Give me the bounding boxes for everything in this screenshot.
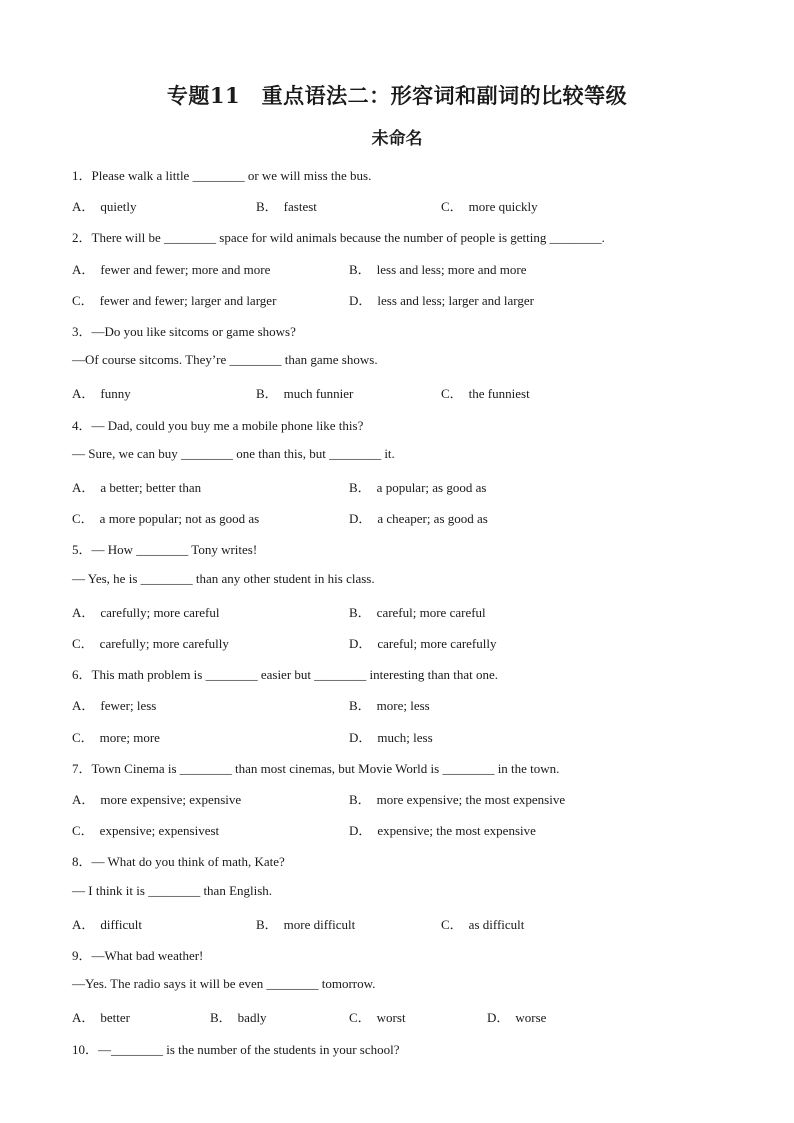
answer-option xyxy=(349,477,486,496)
answer-option xyxy=(72,789,241,808)
option-text: difficult xyxy=(100,916,143,932)
question-9-line: 9．—What bad weather! xyxy=(72,948,204,963)
answer-option xyxy=(72,477,201,496)
option-text: less and less; larger and larger xyxy=(377,292,534,308)
answer-option xyxy=(441,383,530,402)
option-letter: B． xyxy=(210,1010,232,1026)
option-letter: A． xyxy=(72,386,95,402)
option-letter: C． xyxy=(441,386,463,402)
answer-option xyxy=(72,727,160,746)
answer-option xyxy=(72,633,229,652)
question-9-line: —Yes. The radio says it will be even ________ tomorrow. xyxy=(72,976,376,992)
answer-option xyxy=(72,602,220,621)
answer-option xyxy=(487,1007,546,1026)
question-8-line: — I think it is ________ than English. xyxy=(72,882,273,898)
answer-option xyxy=(72,820,219,839)
option-text: fewer; less xyxy=(100,698,157,714)
answer-option xyxy=(349,290,534,309)
page-title: 专题11 重点语法二：形容词和副词的比较等级 xyxy=(166,83,628,108)
option-text: much; less xyxy=(377,729,433,745)
option-letter: D． xyxy=(349,823,372,839)
answer-option xyxy=(349,789,565,808)
answer-option xyxy=(349,1007,406,1026)
option-letter: B． xyxy=(256,916,278,932)
answer-option xyxy=(210,1007,267,1026)
option-letter: D． xyxy=(349,292,372,308)
option-text: fewer and fewer; more and more xyxy=(100,261,271,277)
option-text: a popular; as good as xyxy=(376,480,487,495)
option-letter: C． xyxy=(349,1010,371,1026)
answer-option xyxy=(72,383,131,402)
option-letter: C． xyxy=(72,292,94,308)
option-letter: C． xyxy=(72,636,94,651)
option-letter: A． xyxy=(72,480,95,495)
question-8-line: 8．— What do you think of math, Kate? xyxy=(72,854,285,870)
option-text: more expensive; the most expensive xyxy=(376,792,566,807)
answer-option xyxy=(349,727,433,746)
question-10-line: 10．—________ is the number of the students in your school? xyxy=(72,1041,400,1057)
question-2-line: 2．There will be ________ space for wild animals because the number of people is getting ________. xyxy=(72,230,605,246)
option-text: more expensive; expensive xyxy=(100,792,242,807)
answer-option xyxy=(256,914,355,933)
answer-option xyxy=(441,914,524,933)
option-text: quietly xyxy=(100,199,137,215)
answer-option xyxy=(72,914,142,933)
option-letter: C． xyxy=(72,823,94,839)
option-letter: A． xyxy=(72,199,95,215)
answer-option xyxy=(349,633,497,652)
option-text: funny xyxy=(100,386,131,402)
answer-option xyxy=(256,383,353,402)
option-letter: C． xyxy=(441,199,463,215)
option-text: a more popular; not as good as xyxy=(99,511,260,527)
answer-option xyxy=(349,602,486,621)
option-text: more; less xyxy=(376,698,430,714)
answer-option xyxy=(349,820,536,839)
option-text: a cheaper; as good as xyxy=(377,511,488,527)
option-text: expensive; expensivest xyxy=(99,823,220,839)
answer-option xyxy=(349,695,430,714)
option-text: expensive; the most expensive xyxy=(377,823,536,839)
answer-option xyxy=(72,508,259,527)
option-text: badly xyxy=(237,1010,267,1026)
question-5-line: 5．— How ________ Tony writes! xyxy=(72,542,258,558)
option-letter: B． xyxy=(349,604,371,620)
option-text: worst xyxy=(376,1010,406,1026)
question-3-line: —Of course sitcoms. They’re ________ than game shows. xyxy=(72,352,378,368)
question-4-line: 4．— Dad, could you buy me a mobile phone like this? xyxy=(72,417,364,433)
answer-option xyxy=(349,259,527,278)
option-letter: D． xyxy=(349,729,372,745)
answer-option xyxy=(72,196,137,215)
question-1-line: 1．Please walk a little ________ or we will miss the bus. xyxy=(72,168,372,183)
answer-option xyxy=(72,695,156,714)
answer-option xyxy=(72,1007,130,1026)
answer-option xyxy=(349,508,488,527)
option-text: fastest xyxy=(283,199,317,215)
option-letter: B． xyxy=(349,261,371,277)
option-text: carefully; more carefully xyxy=(99,636,229,651)
option-text: careful; more careful xyxy=(376,604,486,620)
answer-option xyxy=(72,290,276,309)
option-text: a better; better than xyxy=(100,480,202,495)
question-4-line: — Sure, we can buy ________ one than this, but ________ it. xyxy=(72,445,395,461)
question-5-line: — Yes, he is ________ than any other student in his class. xyxy=(72,570,375,586)
option-letter: B． xyxy=(256,386,278,402)
option-letter: C． xyxy=(72,729,94,745)
question-7-line: 7．Town Cinema is ________ than most cinemas, but Movie World is ________ in the town. xyxy=(72,760,560,776)
option-letter: C． xyxy=(441,916,463,932)
option-text: more difficult xyxy=(283,916,356,932)
option-letter: D． xyxy=(487,1010,510,1026)
answer-option xyxy=(72,259,270,278)
option-letter: C． xyxy=(72,511,94,527)
option-letter: A． xyxy=(72,916,95,932)
option-letter: B． xyxy=(349,480,371,495)
option-text: better xyxy=(100,1010,130,1026)
option-letter: B． xyxy=(256,199,278,215)
option-text: the funniest xyxy=(468,386,530,402)
option-text: less and less; more and more xyxy=(376,261,527,277)
option-letter: A． xyxy=(72,261,95,277)
option-letter: D． xyxy=(349,511,372,527)
option-letter: B． xyxy=(349,792,371,807)
question-3-line: 3．—Do you like sitcoms or game shows? xyxy=(72,324,296,339)
option-letter: A． xyxy=(72,604,95,620)
answer-option xyxy=(441,196,538,215)
question-6-line: 6．This math problem is ________ easier but ________ interesting than that one. xyxy=(72,667,499,683)
option-text: as difficult xyxy=(468,916,525,932)
option-text: worse xyxy=(515,1010,547,1026)
page-subtitle: 未命名 xyxy=(371,129,423,149)
option-letter: A． xyxy=(72,792,95,807)
option-letter: A． xyxy=(72,698,95,714)
option-letter: B． xyxy=(349,698,371,714)
option-text: fewer and fewer; larger and larger xyxy=(99,292,277,308)
option-letter: A． xyxy=(72,1010,95,1026)
option-letter: D． xyxy=(349,636,372,651)
option-text: much funnier xyxy=(283,386,354,402)
answer-option xyxy=(256,196,317,215)
option-text: careful; more carefully xyxy=(377,636,497,651)
option-text: carefully; more careful xyxy=(100,604,220,620)
option-text: more quickly xyxy=(468,199,538,215)
option-text: more; more xyxy=(99,729,160,745)
